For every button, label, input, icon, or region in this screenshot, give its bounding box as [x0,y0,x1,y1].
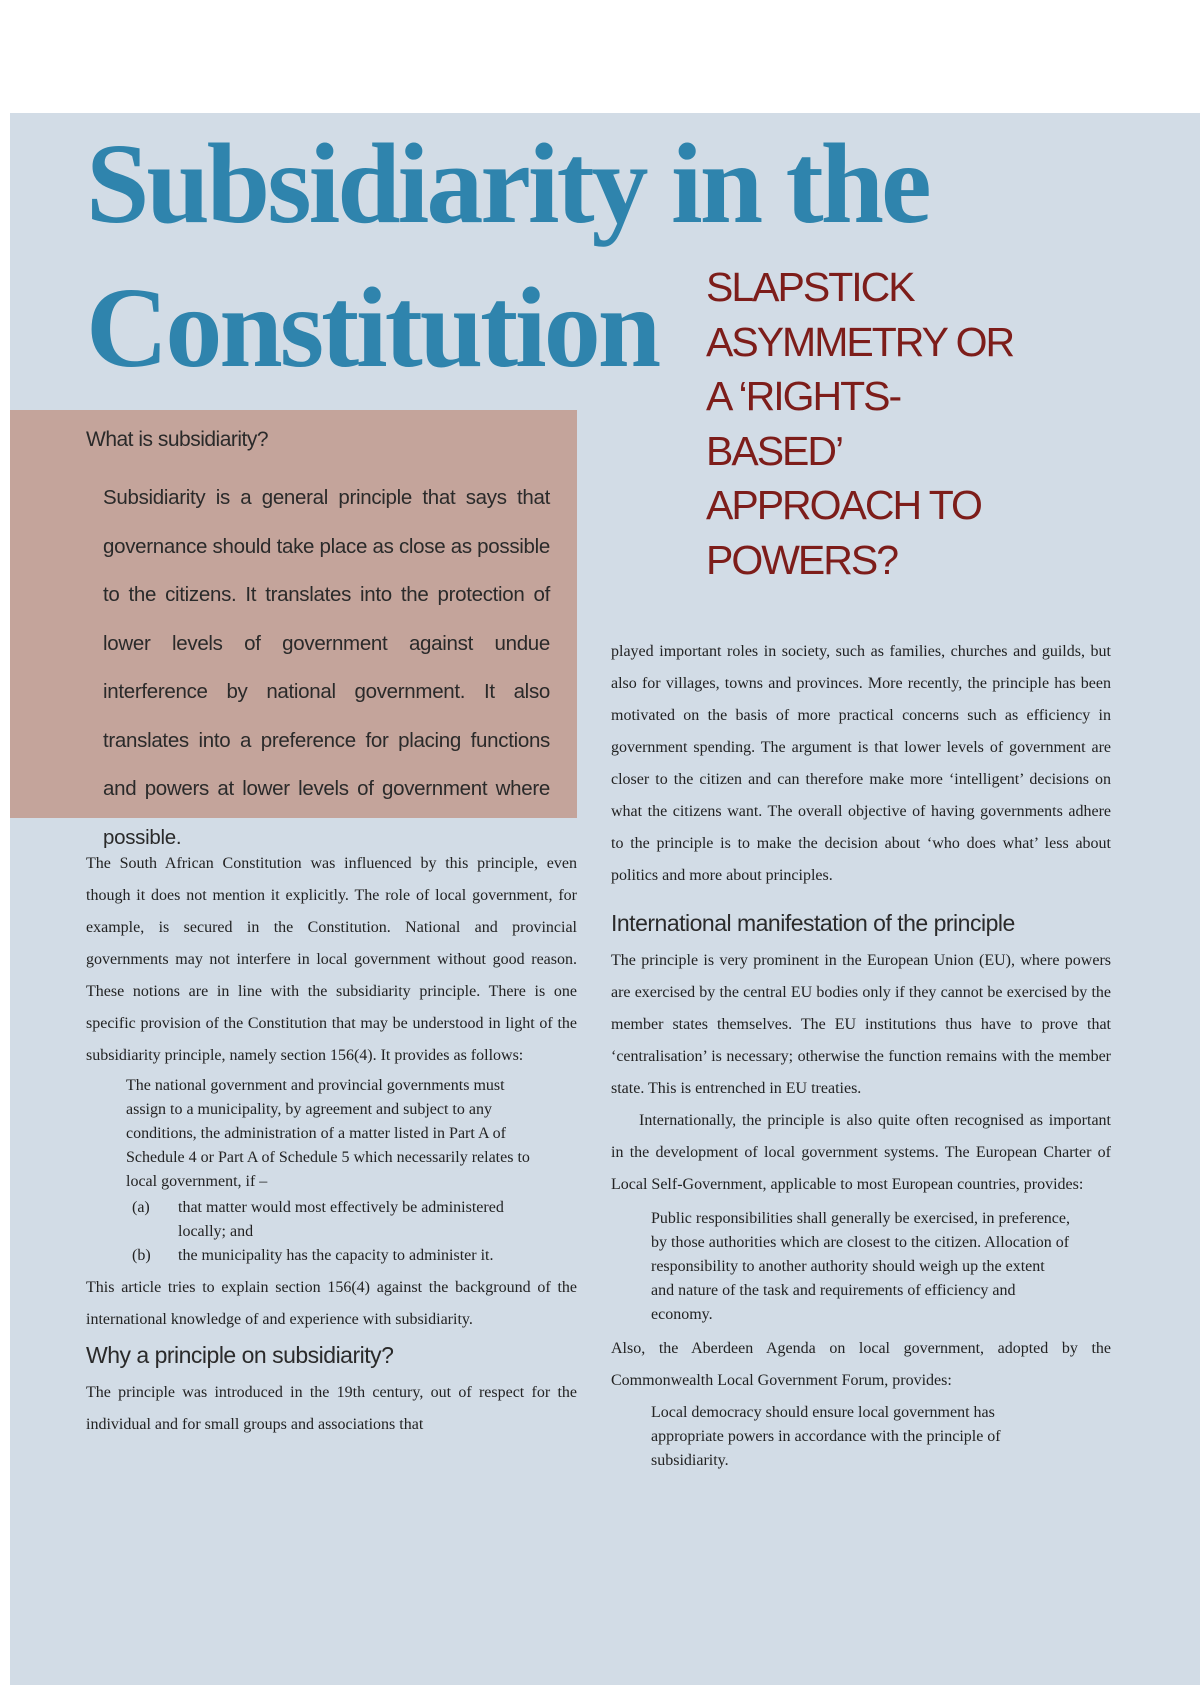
definition-heading: What is subsidiarity? [86,428,269,451]
european-charter-quote: Public responsibilities shall generally be exercised, in preference, by those authorities which are closest to the citizen. Allocation of responsibility to another authority should weigh up the extent and nature of the task and requirements of efficiency and economy. [651,1210,1070,1323]
right-paragraph-1: played important roles in society, such as families, churches and guilds, but also for villages, towns and provinces. More recently, the principle has been motivated on the basis of more practical concerns such as efficiency in government spending. The argument is that lower levels of government are closer to the citizen and can therefore make more ‘intelligent’ decisions on what the citizens want. The overall objective of having governments adhere to the principle is to make the decision about ‘who does what’ less about politics and more about principles. [611,643,1111,884]
right-paragraph-3: Internationally, the principle is also quite often recognised as important in the development of local government systems. The European Charter of Local Self-Government, applicable to most European countries, provides: [611,1112,1111,1193]
subtitle-line-4: BASED’ [706,427,843,474]
right-paragraph-4: Also, the Aberdeen Agenda on local government, adopted by the Commonwealth Local Government Forum, provides: [611,1340,1111,1389]
subtitle-line-3: A ‘RIGHTS- [706,373,901,419]
item-a-text: that matter would most effectively be administered locally; and [178,1199,504,1240]
section-heading-international: International manifestation of the principle [611,910,1015,936]
subtitle-line-2: ASYMMETRY OR [706,318,1014,365]
left-paragraph-3: The principle was introduced in the 19th century, out of respect for the individual and for small groups and associations that [86,1384,577,1433]
title-line-1: Subsidiarity in the [86,120,929,247]
left-paragraph-2: This article tries to explain section 156(4) against the background of the international knowledge of and experience with subsidiarity. [86,1279,577,1328]
definition-text: Subsidiarity is a general principle that says that governance should take place as close as possible to the citizens. It translates into the protection of lower levels of government against undue interference by national government. It also translates into a preference for placing functions and powers at lower levels of government where possible. [103,486,550,849]
quote-item-a [132,1196,536,1244]
right-paragraph-2: The principle is very prominent in the European Union (EU), where powers are exercised by the central EU bodies only if they cannot be exercised by the member states themselves. The EU institutions thus have to prove that ‘centralisation’ is necessary; otherwise the function remains with the member state. This is entrenched in EU treaties. [611,952,1111,1097]
title-line-2: Constitution [86,264,659,391]
section-heading-why: Why a principle on subsidiarity? [86,1342,394,1368]
left-paragraph-1: The South African Constitution was influenced by this principle, even though it does not mention it explicitly. The role of local government, for example, is secured in the Constitution. National and provincial governments may not interfere in local government without good reason. These notions are in line with the subsidiarity principle. There is one specific provision of the Constitution that may be understood in light of the subsidiarity principle, namely section 156(4). It provides as follows: [86,855,577,1064]
item-b-label: (b) [132,1247,151,1264]
subtitle-line-5: APPROACH TO [706,482,981,528]
left-column [86,848,577,1441]
subtitle-line-6: POWERS? [706,536,898,583]
subtitle-line-1: SLAPSTICK [706,264,914,310]
quote-item-b [132,1244,536,1268]
aberdeen-agenda-quote: Local democracy should ensure local government has appropriate powers in accordance with the principle of subsidiarity. [651,1404,1001,1469]
constitution-quote [126,1074,536,1268]
right-column [611,636,1111,1473]
quote-text: The national government and provincial governments must assign to a municipality, by agreement and subject to any conditions, the administration of a matter listed in Part A of Schedule 4 or Part A of Schedule 5 which necessarily relates to local government, if – [126,1077,530,1190]
item-a-label: (a) [132,1199,150,1216]
article-subtitle [706,260,1013,587]
item-b-text: the municipality has the capacity to administer it. [178,1247,494,1264]
